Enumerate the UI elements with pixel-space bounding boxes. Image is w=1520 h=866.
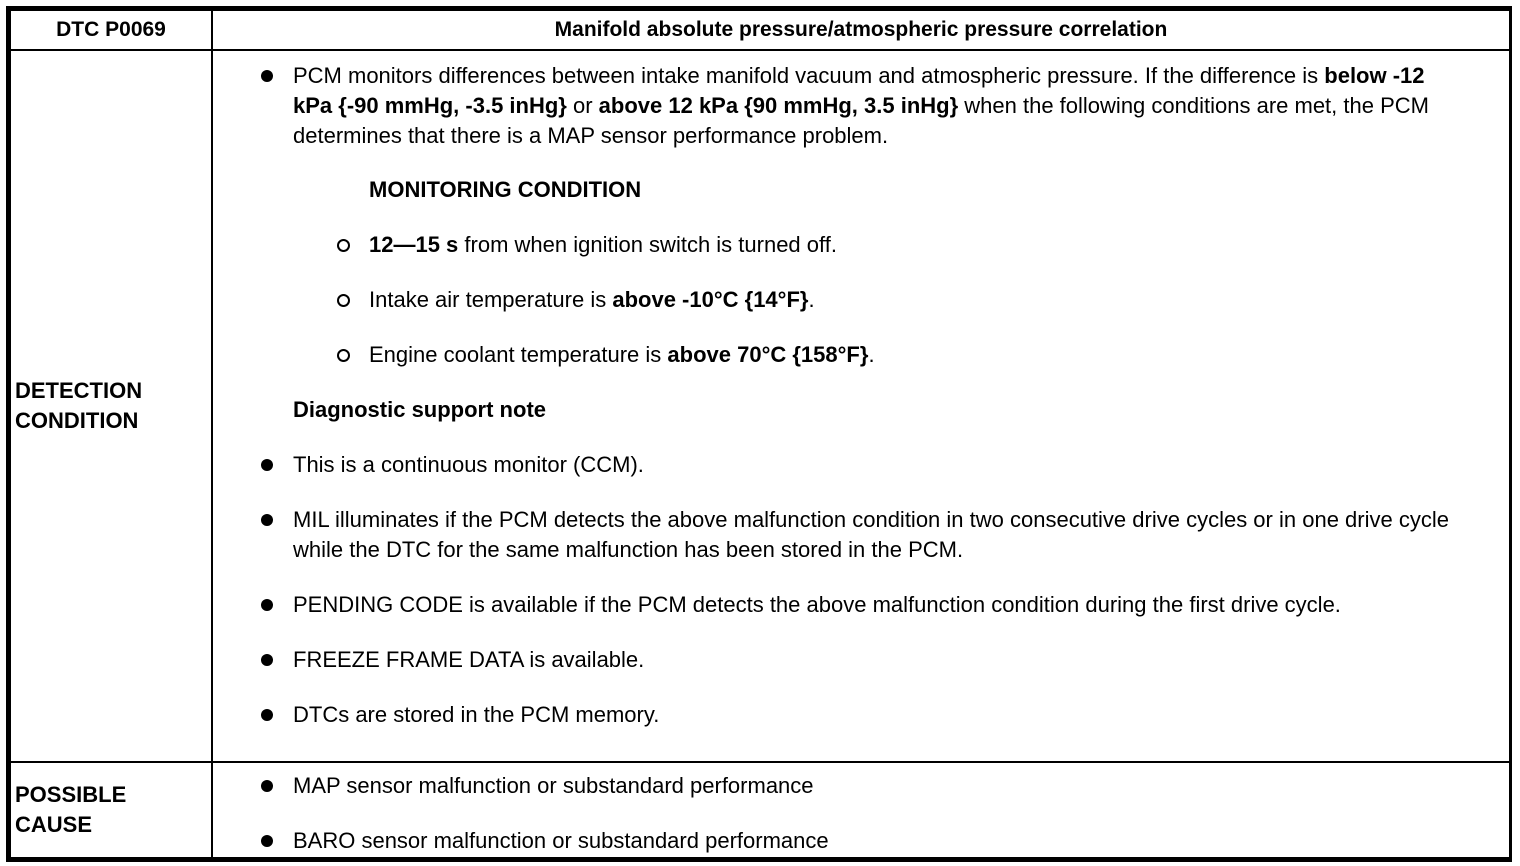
list-item: BARO sensor malfunction or substandard performance (213, 826, 1509, 856)
dtc-document (6, 6, 1512, 862)
dtc-title: Manifold absolute pressure/atmospheric pressure correlation (212, 10, 1510, 50)
list-item: PCM monitors differences between intake manifold vacuum and atmospheric pressure. If the difference is below -12 kPa {-90 mmHg, -3.5 inHg} or above 12 kPa {90 mmHg, 3.5 inHg} when the following conditions are met, the PCM determines that there is a MAP sensor performance problem. (213, 61, 1509, 151)
bullet-icon (261, 70, 273, 82)
bullet-icon (261, 780, 273, 792)
detection-condition-row (10, 50, 1510, 762)
dtc-table (9, 9, 1511, 859)
list-item: DTCs are stored in the PCM memory. (213, 700, 1509, 730)
bullet-icon (261, 709, 273, 721)
bullet-icon (261, 459, 273, 471)
monitoring-condition-heading: MONITORING CONDITION (369, 177, 642, 202)
hollow-bullet-icon (337, 349, 350, 362)
detection-condition-label: DETECTION CONDITION (10, 50, 212, 762)
list-item: MAP sensor malfunction or substandard performance (213, 771, 1509, 801)
list-item: MIL illuminates if the PCM detects the above malfunction condition in two consecutive drive cycles or in one drive cycle while the DTC for the same malfunction has been stored in the PCM. (213, 505, 1509, 565)
diagnostic-support-note-heading: Diagnostic support note (293, 397, 546, 422)
dtc-code: DTC P0069 (10, 10, 212, 50)
possible-cause-label: POSSIBLE CAUSE (10, 762, 212, 858)
detection-condition-content (212, 50, 1510, 762)
bullet-icon (261, 835, 273, 847)
list-item: 12—15 s from when ignition switch is turned off. (213, 230, 1509, 260)
hollow-bullet-icon (337, 239, 350, 252)
bullet-icon (261, 514, 273, 526)
possible-cause-row (10, 762, 1510, 858)
bullet-icon (261, 599, 273, 611)
list-item: This is a continuous monitor (CCM). (213, 450, 1509, 480)
list-item: PENDING CODE is available if the PCM detects the above malfunction condition during the first drive cycle. (213, 590, 1509, 620)
possible-cause-content (212, 762, 1510, 858)
hollow-bullet-icon (337, 294, 350, 307)
bullet-icon (261, 654, 273, 666)
table-header-row (10, 10, 1510, 50)
list-item: Engine coolant temperature is above 70°C {158°F}. (213, 340, 1509, 370)
list-item: Intake air temperature is above -10°C {14°F}. (213, 285, 1509, 315)
list-item: FREEZE FRAME DATA is available. (213, 645, 1509, 675)
